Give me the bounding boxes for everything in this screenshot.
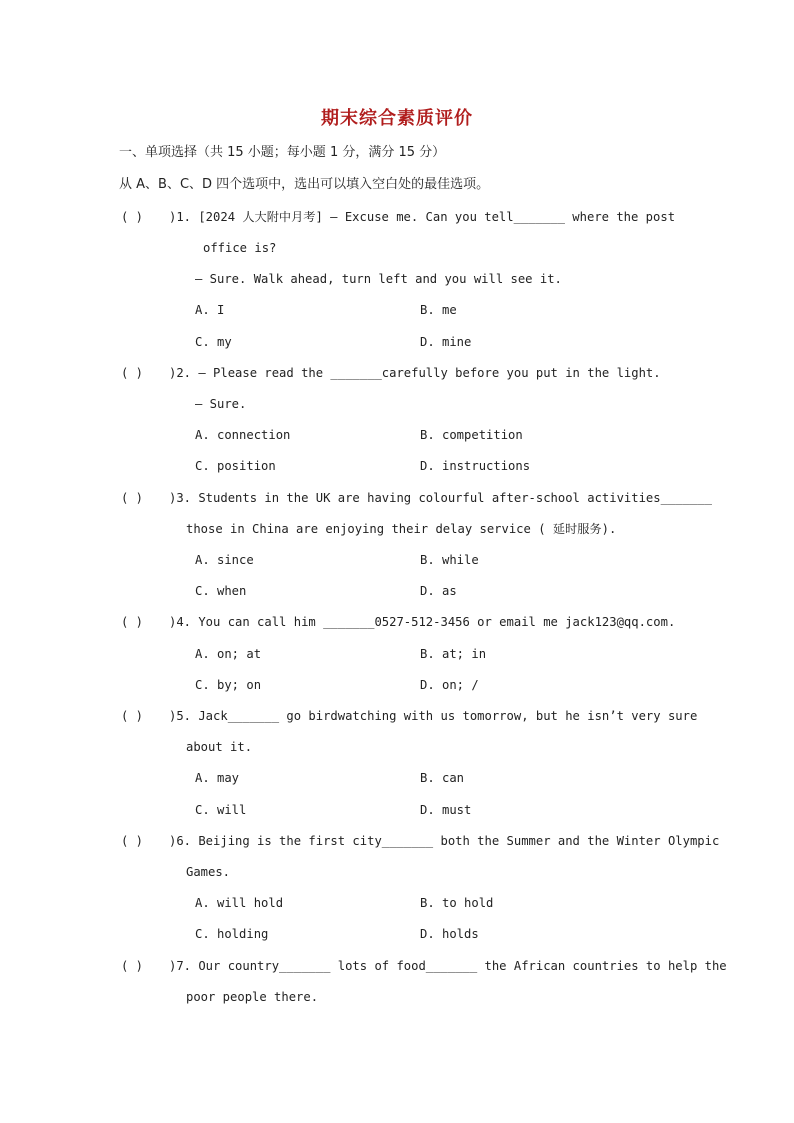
page-title: 期末综合素质评价 [321, 108, 473, 129]
question-text: )6. Beijing is the first city_______ both the Summer and the Winter Olympic [169, 834, 720, 848]
option-b: B. while [420, 553, 479, 567]
option-d: D. holds [420, 927, 479, 941]
question-text-cont: office is? [203, 241, 277, 255]
question-text-cont: Games. [186, 865, 231, 879]
option-c: C. my [195, 335, 232, 349]
question-text: )2. — Please read the _______carefully before you put in the light. [169, 366, 661, 380]
option-a: A. will hold [195, 896, 284, 910]
question-text-cont: — Sure. Walk ahead, turn left and you will see it. [195, 272, 562, 286]
question-text: )7. Our country_______ lots of food_______ the African countries to help the [169, 959, 727, 973]
question-text-cont: — Sure. [195, 397, 247, 411]
section-heading: 一、单项选择（共 15 小题；每小题 1 分，满分 15 分） [119, 145, 446, 160]
question-text: )5. Jack_______ go birdwatching with us tomorrow, but he isn’t very sure [169, 709, 698, 723]
option-c: C. holding [195, 927, 269, 941]
option-b: B. competition [420, 428, 523, 442]
option-b: B. me [420, 303, 457, 317]
answer-blank[interactable]: ( ) [121, 959, 144, 973]
option-d: D. must [420, 803, 472, 817]
option-c: C. will [195, 803, 247, 817]
option-c: C. when [195, 584, 247, 598]
option-a: A. since [195, 553, 254, 567]
option-b: B. can [420, 771, 465, 785]
option-d: D. as [420, 584, 457, 598]
option-a: A. I [195, 303, 225, 317]
question-text-cont: poor people there. [186, 990, 319, 1004]
option-b: B. to hold [420, 896, 494, 910]
option-a: A. may [195, 771, 240, 785]
question-text: )3. Students in the UK are having colourful after-school activities_______ [169, 491, 712, 505]
option-d: D. mine [420, 335, 472, 349]
question-text-cont: about it. [186, 740, 253, 754]
question-text: )4. You can call him _______0527-512-3456 or email me jack123@qq.com. [169, 615, 676, 629]
option-a: A. connection [195, 428, 291, 442]
answer-blank[interactable]: ( ) [121, 709, 144, 723]
option-a: A. on; at [195, 647, 262, 661]
answer-blank[interactable]: ( ) [121, 834, 144, 848]
answer-blank[interactable]: ( ) [121, 615, 144, 629]
section-instruction: 从 A、B、C、D 四个选项中，选出可以填入空白处的最佳选项。 [119, 177, 490, 192]
answer-blank[interactable]: ( ) [121, 491, 144, 505]
option-b: B. at; in [420, 647, 487, 661]
answer-blank[interactable]: ( ) [121, 366, 144, 380]
option-d: D. on; / [420, 678, 479, 692]
question-text: )1. [2024 人大附中月考] — Excuse me. Can you tell_______ where the post [169, 210, 676, 224]
option-c: C. position [195, 459, 276, 473]
option-d: D. instructions [420, 459, 531, 473]
option-c: C. by; on [195, 678, 262, 692]
question-text-cont: those in China are enjoying their delay service ( 延时服务). [186, 522, 617, 536]
answer-blank[interactable]: ( ) [121, 210, 144, 224]
